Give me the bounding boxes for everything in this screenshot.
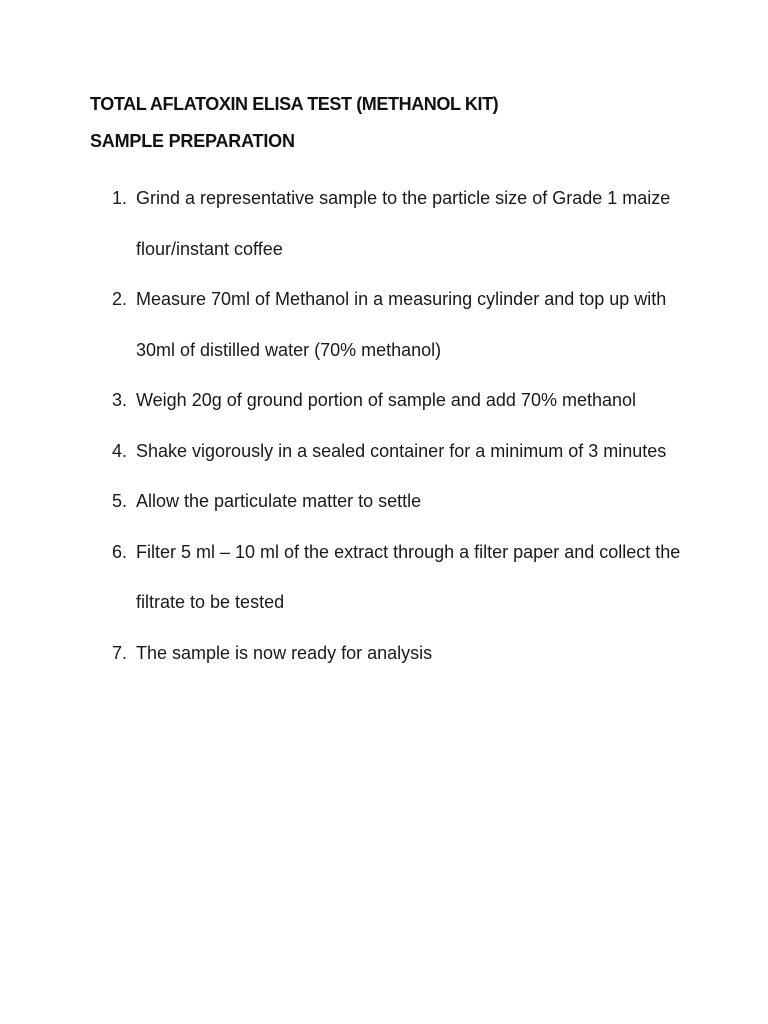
- section-heading: SAMPLE PREPARATION: [90, 131, 295, 151]
- list-item: [112, 426, 692, 477]
- step-text: Weigh 20g of ground portion of sample and add 70% methanol: [136, 390, 637, 410]
- list-item: [112, 274, 692, 375]
- document-title: TOTAL AFLATOXIN ELISA TEST (METHANOL KIT): [90, 94, 499, 114]
- step-number: 7.: [112, 642, 128, 663]
- step-number: 4.: [112, 440, 128, 461]
- list-item: [112, 173, 692, 274]
- step-number: 1.: [112, 188, 128, 208]
- list-item: [112, 476, 692, 527]
- preparation-steps-list: [112, 173, 692, 678]
- step-text: Shake vigorously in a sealed container for a minimum of 3 minutes: [136, 440, 667, 461]
- step-text: The sample is now ready for analysis: [136, 642, 433, 663]
- step-text: Grind a representative sample to the particle size of Grade 1 maize flour/instant coffee: [136, 188, 671, 259]
- step-number: 6.: [112, 541, 128, 562]
- step-number: 3.: [112, 390, 128, 410]
- step-number: 5.: [112, 491, 128, 511]
- list-item: [112, 628, 692, 679]
- step-text: Allow the particulate matter to settle: [136, 491, 422, 511]
- list-item: [112, 375, 692, 426]
- step-number: 2.: [112, 289, 128, 309]
- step-text: Filter 5 ml – 10 ml of the extract through a filter paper and collect the filtrate to be tested: [136, 541, 681, 612]
- list-item: [112, 527, 692, 628]
- step-text: Measure 70ml of Methanol in a measuring cylinder and top up with 30ml of distilled water (70% methanol): [136, 289, 667, 360]
